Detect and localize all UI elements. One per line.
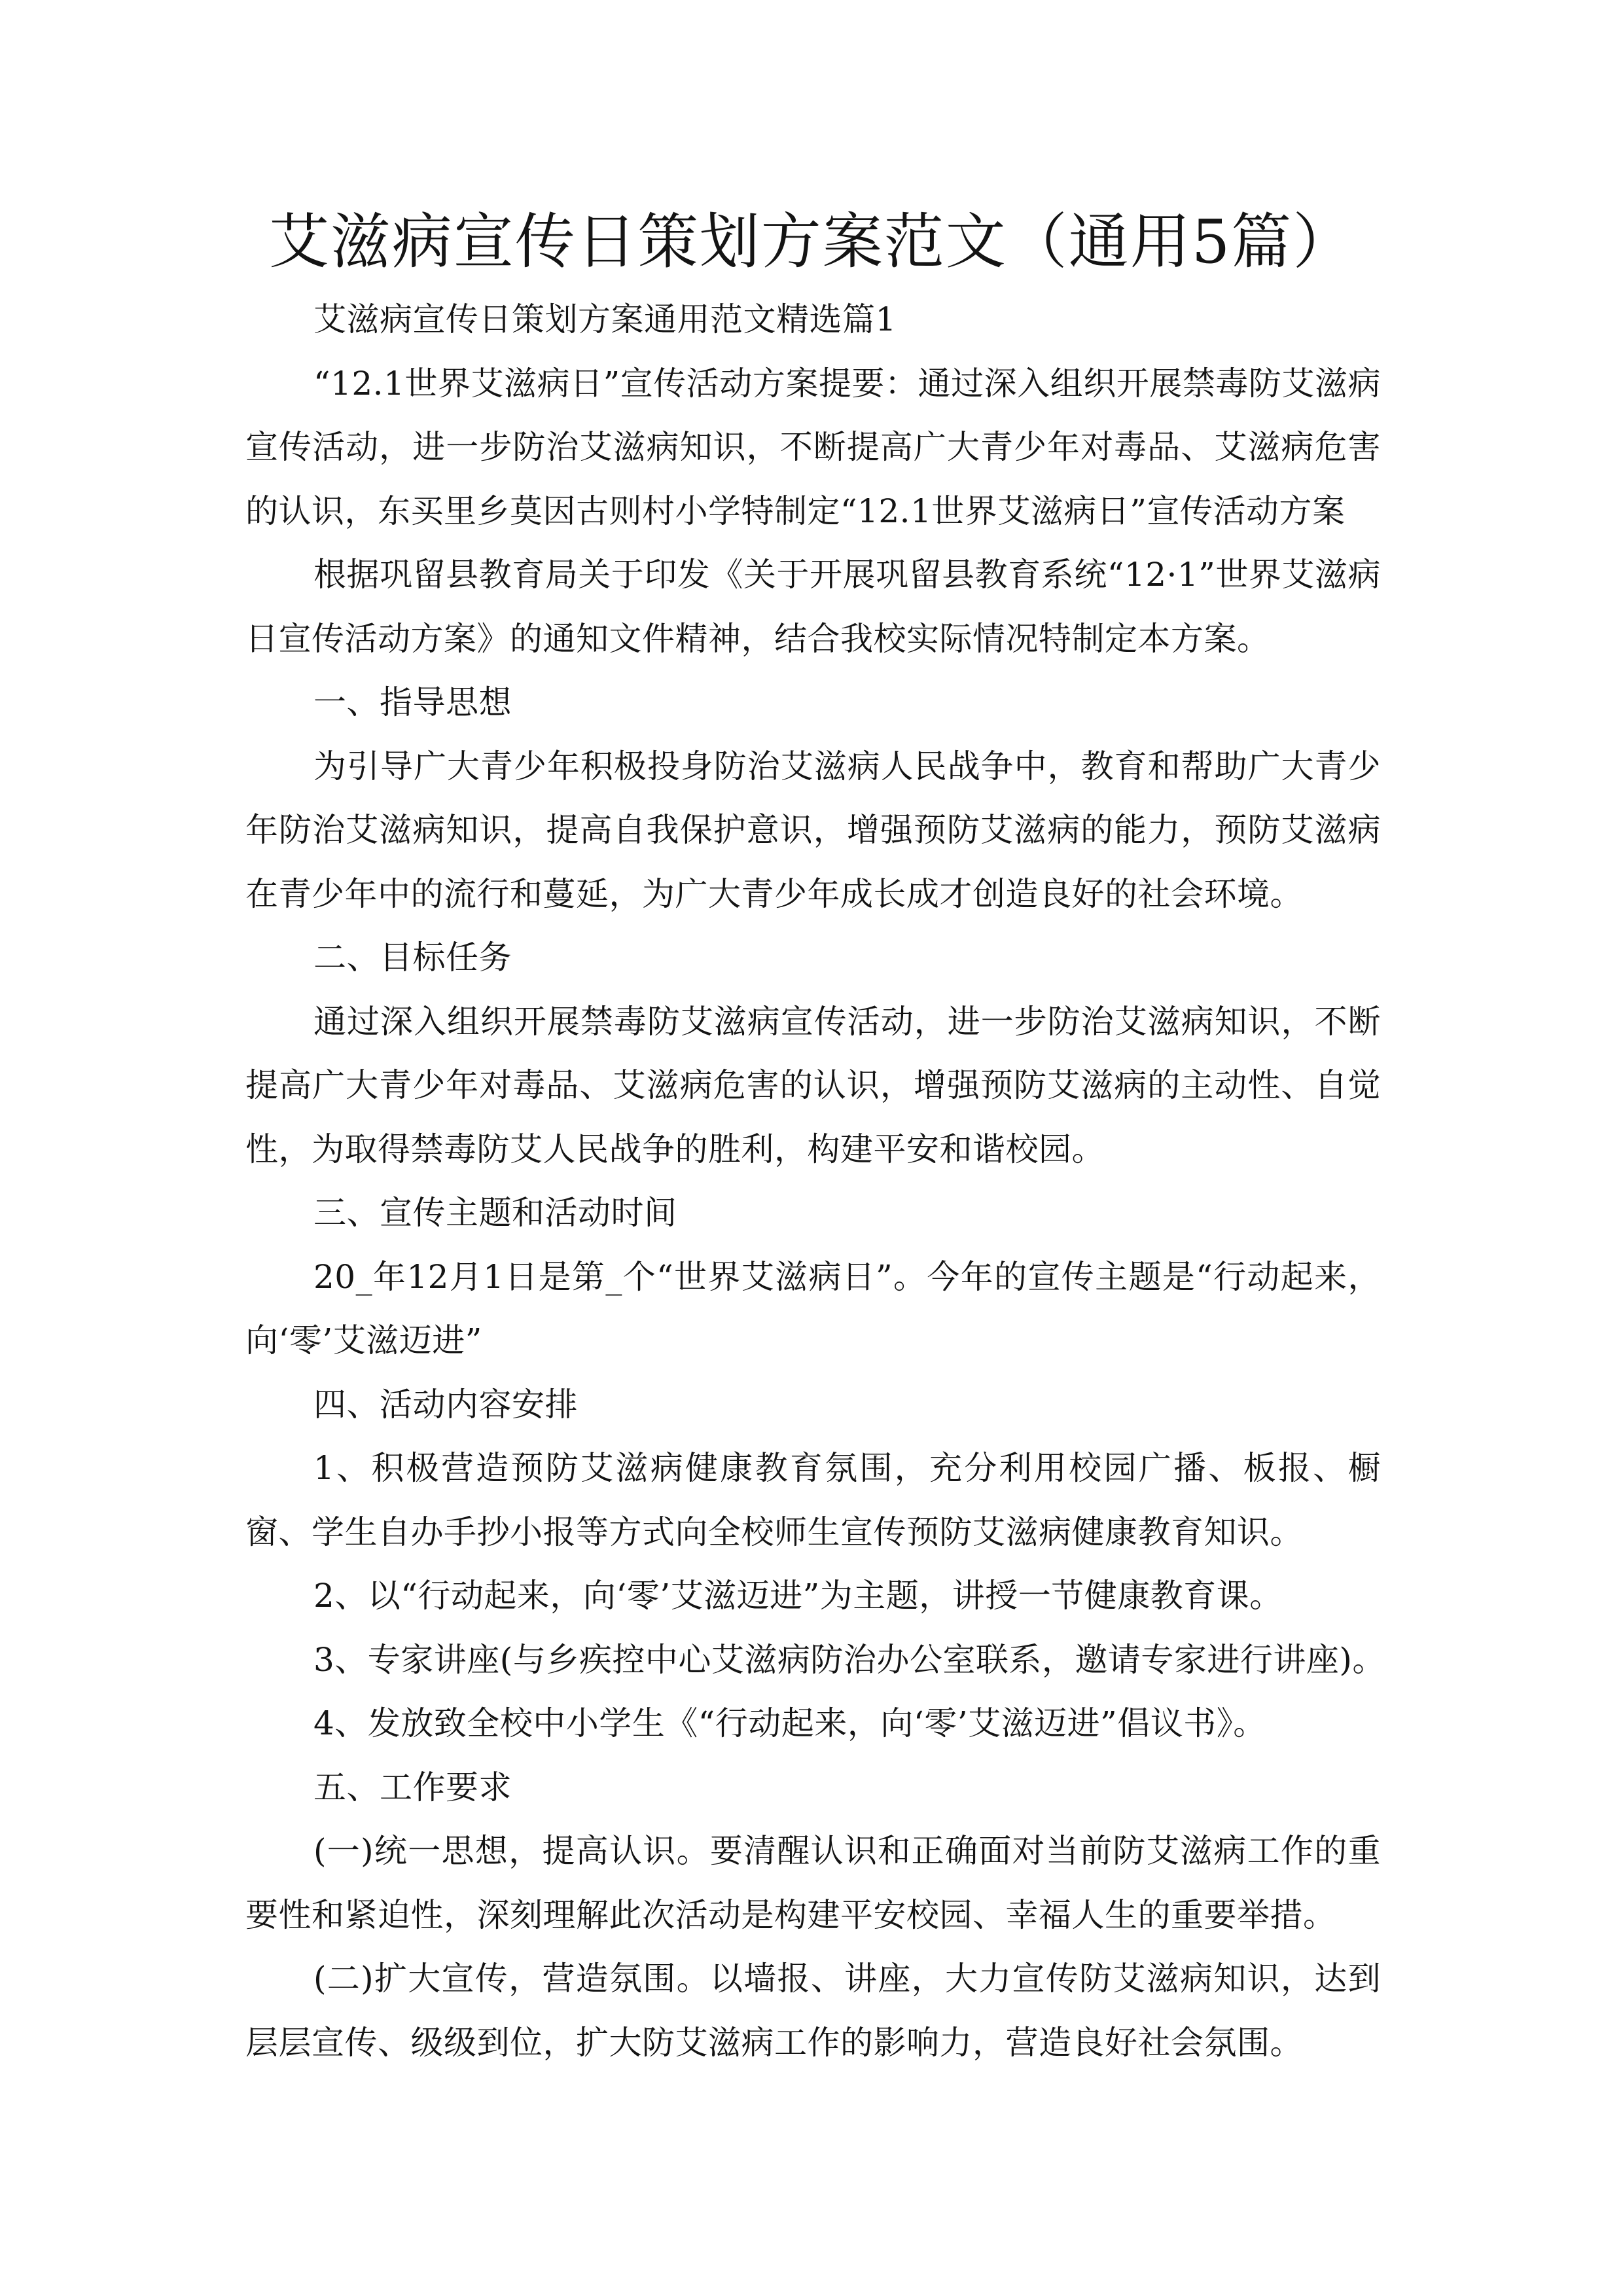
list-item: 3、专家讲座(与乡疾控中心艾滋病防治办公室联系，邀请专家进行讲座)。 [313,1640,1385,1679]
section-heading: 一、指导思想 [313,683,512,721]
list-item: 4、发放致全校中小学生《“行动起来，向‘零’艾滋迈进”倡议书》。 [313,1704,1266,1742]
document-title: 艾滋病宣传日策划方案范文（通用5篇） [268,207,1355,277]
paragraph: (二)扩大宣传，营造氛围。以墙报、讲座，大力宣传防艾滋病知识，达到层层宣传、级级到位，扩大防艾滋病工作的影响力，营造良好社会氛围。 [245,1960,1381,2062]
section-heading: 五、工作要求 [313,1768,512,1806]
paragraph: 通过深入组织开展禁毒防艾滋病宣传活动，进一步防治艾滋病知识，不断提高广大青少年对毒品、艾滋病危害的认识，增强预防艾滋病的主动性、自觉性，为取得禁毒防艾人民战争的胜利，构建平安和谐校园。 [245,1002,1381,1168]
list-item: 1、积极营造预防艾滋病健康教育氛围，充分利用校园广播、板报、橱窗、学生自办手抄小报等方式向全校师生宣传预防艾滋病健康教育知识。 [245,1449,1381,1551]
paragraph: 根据巩留县教育局关于印发《关于开展巩留县教育系统“12·1”世界艾滋病日宣传活动方案》的通知文件精神，结合我校实际情况特制定本方案。 [245,556,1381,658]
paragraph: 为引导广大青少年积极投身防治艾滋病人民战争中，教育和帮助广大青少年防治艾滋病知识，提高自我保护意识，增强预防艾滋病的能力，预防艾滋病在青少年中的流行和蔓延，为广大青少年成长成才创造良好的社会环境。 [245,747,1381,913]
list-item: 2、以“行动起来，向‘零’艾滋迈进”为主题，讲授一节健康教育课。 [313,1577,1283,1615]
section-heading: 四、活动内容安排 [313,1385,578,1424]
document-body [245,288,1385,2075]
section-heading: 二、目标任务 [313,939,512,977]
paragraph: “12.1世界艾滋病日”宣传活动方案提要：通过深入组织开展禁毒防艾滋病宣传活动，进一步防治艾滋病知识，不断提高广大青少年对毒品、艾滋病危害的认识，东买里乡莫因古则村小学特制定“12.1世界艾滋病日”宣传活动方案 [245,364,1381,530]
section-heading: 三、宣传主题和活动时间 [313,1194,677,1232]
paragraph: (一)统一思想，提高认识。要清醒认识和正确面对当前防艾滋病工作的重要性和紧迫性，深刻理解此次活动是构建平安校园、幸福人生的重要举措。 [245,1832,1381,1934]
paragraph: 20_年12月1日是第_个“世界艾滋病日”。今年的宣传主题是“行动起来，向‘零’艾滋迈进” [245,1257,1381,1359]
section-heading: 艾滋病宣传日策划方案通用范文精选篇1 [313,300,897,338]
